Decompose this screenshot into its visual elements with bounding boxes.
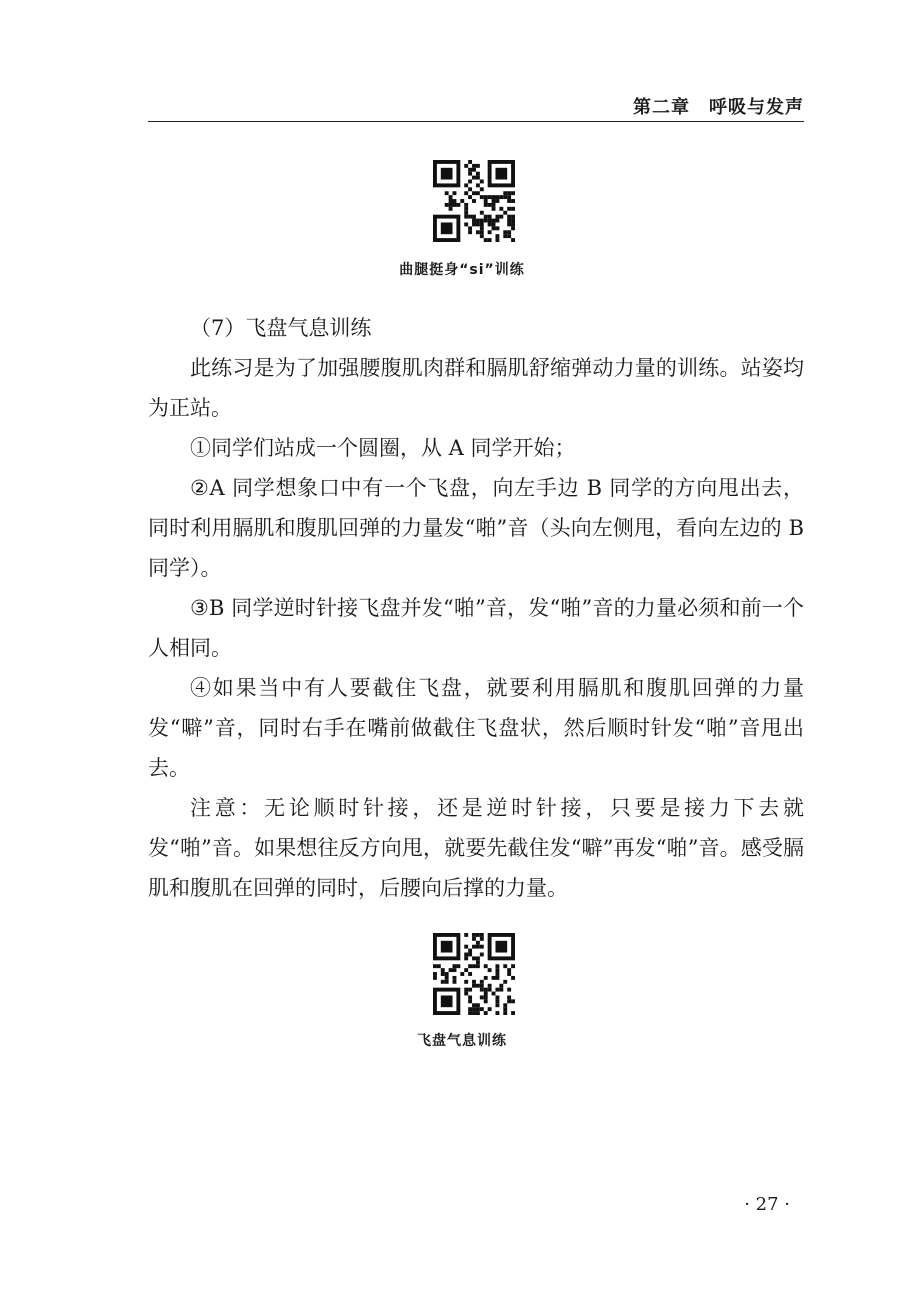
qr-code-image: [433, 160, 515, 242]
running-header: [148, 93, 804, 122]
qr-code-image: [433, 933, 515, 1015]
chapter-title: 第二章 呼吸与发声: [633, 97, 804, 118]
paragraph: 此练习是为了加强腰腹肌肉群和膈肌舒缩弹动力量的训练。站姿均为正站。: [148, 356, 804, 420]
qr-caption: 飞盘气息训练: [417, 1033, 507, 1049]
section-title: （7）飞盘气息训练: [190, 316, 372, 340]
paragraph: ②A 同学想象口中有一个飞盘，向左手边 B 同学的方向甩出去，同时利用膈肌和腹肌回弹的力量发“啪”音（头向左侧甩，看向左边的 B 同学）。: [148, 476, 804, 580]
paragraph: ③B 同学逆时针接飞盘并发“啪”音，发“啪”音的力量必须和前一个人相同。: [148, 596, 804, 660]
paragraph: ④如果当中有人要截住飞盘，就要利用膈肌和腹肌回弹的力量发“噼”音，同时右手在嘴前做截住飞盘状，然后顺时针发“啪”音甩出去。: [148, 676, 804, 780]
qr-caption: 曲腿挺身“si”训练: [399, 262, 525, 278]
page-number: · 27 ·: [744, 1194, 790, 1215]
body-text: [148, 308, 804, 908]
paragraph: ①同学们站成一个圆圈，从 A 同学开始；: [190, 436, 576, 460]
paragraph: 注意：无论顺时针接，还是逆时针接，只要是接力下去就发“啪”音。如果想往反方向甩，就要先截住发“噼”再发“啪”音。感受膈肌和腹肌在回弹的同时，后腰向后撑的力量。: [148, 796, 804, 900]
